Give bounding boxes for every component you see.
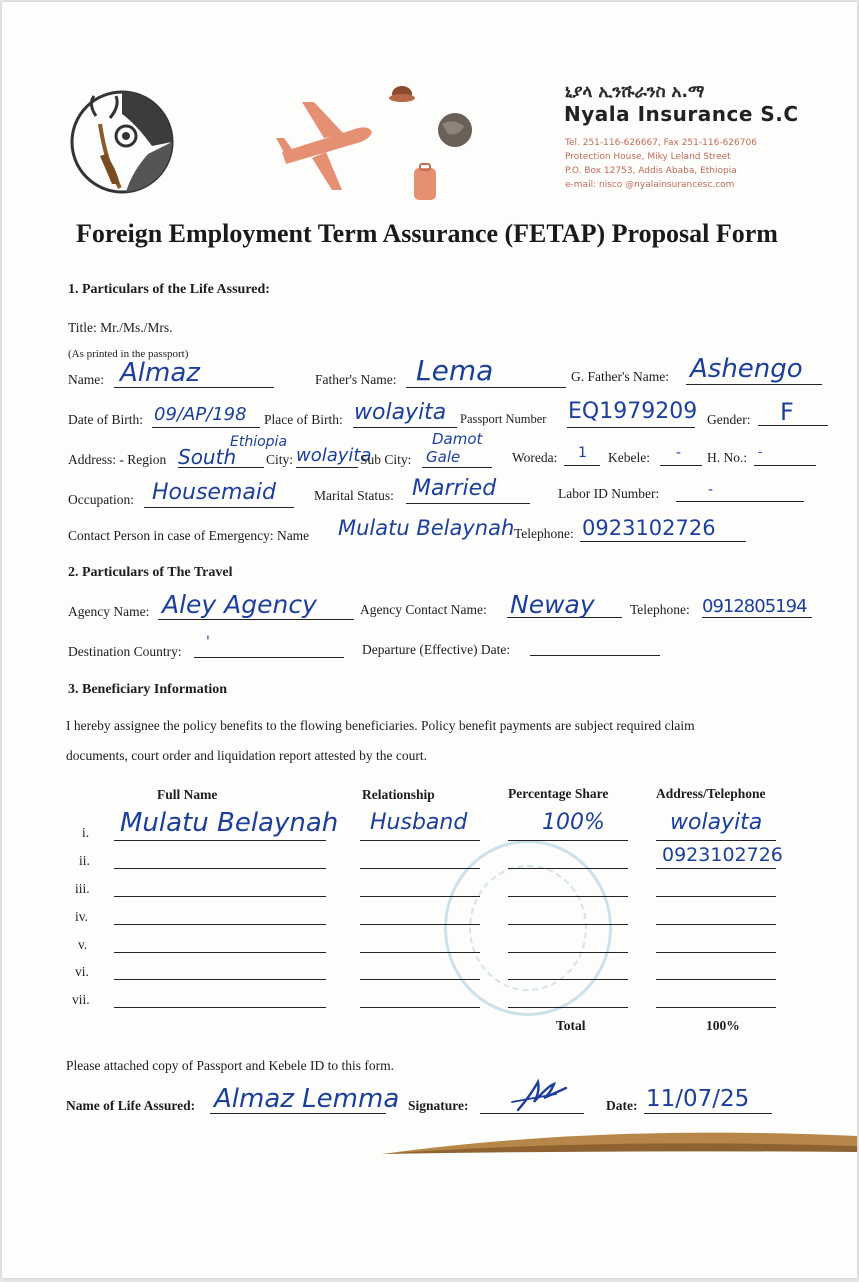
column-header-full-name: Full Name [157,787,218,802]
marital-status-field[interactable]: Married [412,476,497,501]
company-contact-3: P.O. Box 12753, Addis Ababa, Ethiopia [565,166,737,176]
attach-note: Please attached copy of Passport and Kebele ID to this form. [66,1058,395,1073]
life-assured-label: Name of Life Assured: [66,1098,196,1113]
row-number: iv. [75,909,88,924]
city-label: City: [266,452,294,467]
company-logo [66,84,182,200]
passport-number-label: Passport Number [460,412,547,426]
date-label: Date: [606,1098,638,1113]
beneficiary-address-field[interactable]: wolayita [670,810,763,835]
region-field-2: Ethiopia [230,434,288,450]
occupation-label: Occupation: [68,492,134,507]
father-name-field[interactable]: Lema [416,354,494,387]
header-illustration [272,72,502,212]
beneficiary-relationship-field[interactable]: Husband [370,810,468,835]
signature-label: Signature: [408,1098,469,1113]
emergency-contact-label: Contact Person in case of Emergency: Name [68,528,310,543]
subcity-label: Sub City: [360,452,412,467]
column-header-address-telephone: Address/Telephone [656,786,766,801]
gfather-name-field[interactable]: Ashengo [690,354,803,384]
title-label: Title: Mr./Ms./Mrs. [68,320,173,335]
row-number: vii. [72,992,90,1007]
father-name-label: Father's Name: [315,372,397,387]
region-field[interactable]: South [178,445,237,469]
subcity-field-2: Gale [426,448,461,466]
company-contact-1: Tel. 251-116-626667, Fax 251-116-626706 [565,138,757,148]
company-amharic-name: ኒያላ ኢንሹራንስ አ.ማ [565,82,705,102]
city-field[interactable]: wolayita [296,445,372,466]
kebele-field[interactable]: - [676,445,682,461]
agency-telephone-field[interactable]: 0912805194 [702,596,807,617]
marital-status-label: Marital Status: [314,488,394,503]
footer-swoosh [382,1120,857,1160]
agency-name-field[interactable]: Aley Agency [162,590,317,619]
dob-label: Date of Birth: [68,412,143,427]
globe-icon [438,113,472,147]
emergency-telephone-field[interactable]: 0923102726 [582,516,716,540]
gfather-name-label: G. Father's Name: [571,369,670,384]
column-header-percentage-share: Percentage Share [508,786,609,801]
company-stamp [444,840,612,1016]
pob-field[interactable]: wolayita [354,400,447,425]
passport-number-field[interactable]: EQ1979209 [568,399,698,424]
house-number-label: H. No.: [707,450,748,465]
row-number: i. [82,825,90,840]
kebele-label: Kebele: [608,450,650,465]
agency-contact-label: Agency Contact Name: [360,602,487,617]
column-header-relationship: Relationship [362,787,435,802]
life-assured-name-field[interactable]: Almaz Lemma [214,1084,400,1114]
beneficiary-paragraph-line2: documents, court order and liquidation report attested by the court. [66,748,428,763]
agency-name-label: Agency Name: [68,604,150,619]
woreda-label: Woreda: [512,450,558,465]
woreda-field[interactable]: 1 [578,445,587,461]
company-contact-4: e-mail: nisco @nyalainsurancesc.com [565,180,735,190]
company-contact-2: Protection House, Miky Leland Street [565,152,731,162]
section2-heading: 2. Particulars of The Travel [68,565,233,580]
company-name: Nyala Insurance S.C [564,102,799,126]
subcity-field[interactable]: Damot [432,430,483,448]
departure-date-label: Departure (Effective) Date: [362,642,511,657]
signature-mark[interactable] [504,1076,574,1116]
house-number-field[interactable]: - [758,445,763,459]
proposal-form-page [2,2,857,1278]
hat-icon [389,86,415,102]
name-label: Name: [68,372,104,387]
emergency-contact-name-field[interactable]: Mulatu Belaynah [338,516,515,540]
row-number: iii. [75,881,90,896]
date-field[interactable]: 11/07/25 [646,1086,750,1112]
name-field[interactable]: Almaz [120,358,200,388]
dob-field[interactable]: 09/AP/198 [154,404,247,425]
total-value: 100% [706,1018,740,1033]
row-number: v. [78,937,88,952]
section3-heading: 3. Beneficiary Information [68,682,228,697]
gender-field[interactable]: F [780,398,794,426]
pob-label: Place of Birth: [264,412,343,427]
agency-contact-field[interactable]: Neway [510,590,595,619]
destination-country-field[interactable]: ' [206,634,210,650]
gender-label: Gender: [707,412,751,427]
row-number: ii. [79,853,90,868]
emergency-telephone-label: Telephone: [514,526,574,541]
luggage-icon [414,164,436,200]
total-label: Total [556,1018,586,1033]
form-title: Foreign Employment Term Assurance (FETAP) Proposal Form [76,219,778,248]
section1-heading: 1. Particulars of the Life Assured: [68,282,270,297]
occupation-field[interactable]: Housemaid [152,480,276,505]
beneficiary-address-field[interactable]: 0923102726 [662,844,783,866]
labor-id-field[interactable]: - [708,482,714,498]
beneficiary-name-field[interactable]: Mulatu Belaynah [120,808,339,838]
beneficiary-paragraph-line1: I hereby assignee the policy benefits to the flowing beneficiaries. Policy benefit payments are subject required claim [66,718,695,733]
passport-note: (As printed in the passport) [68,348,189,360]
labor-id-label: Labor ID Number: [558,486,660,501]
row-number: vi. [75,964,89,979]
destination-country-label: Destination Country: [68,644,182,659]
airplane-icon [276,102,372,190]
beneficiary-share-field[interactable]: 100% [542,810,605,835]
address-region-label: Address: - Region [68,452,167,467]
agency-telephone-label: Telephone: [630,602,690,617]
